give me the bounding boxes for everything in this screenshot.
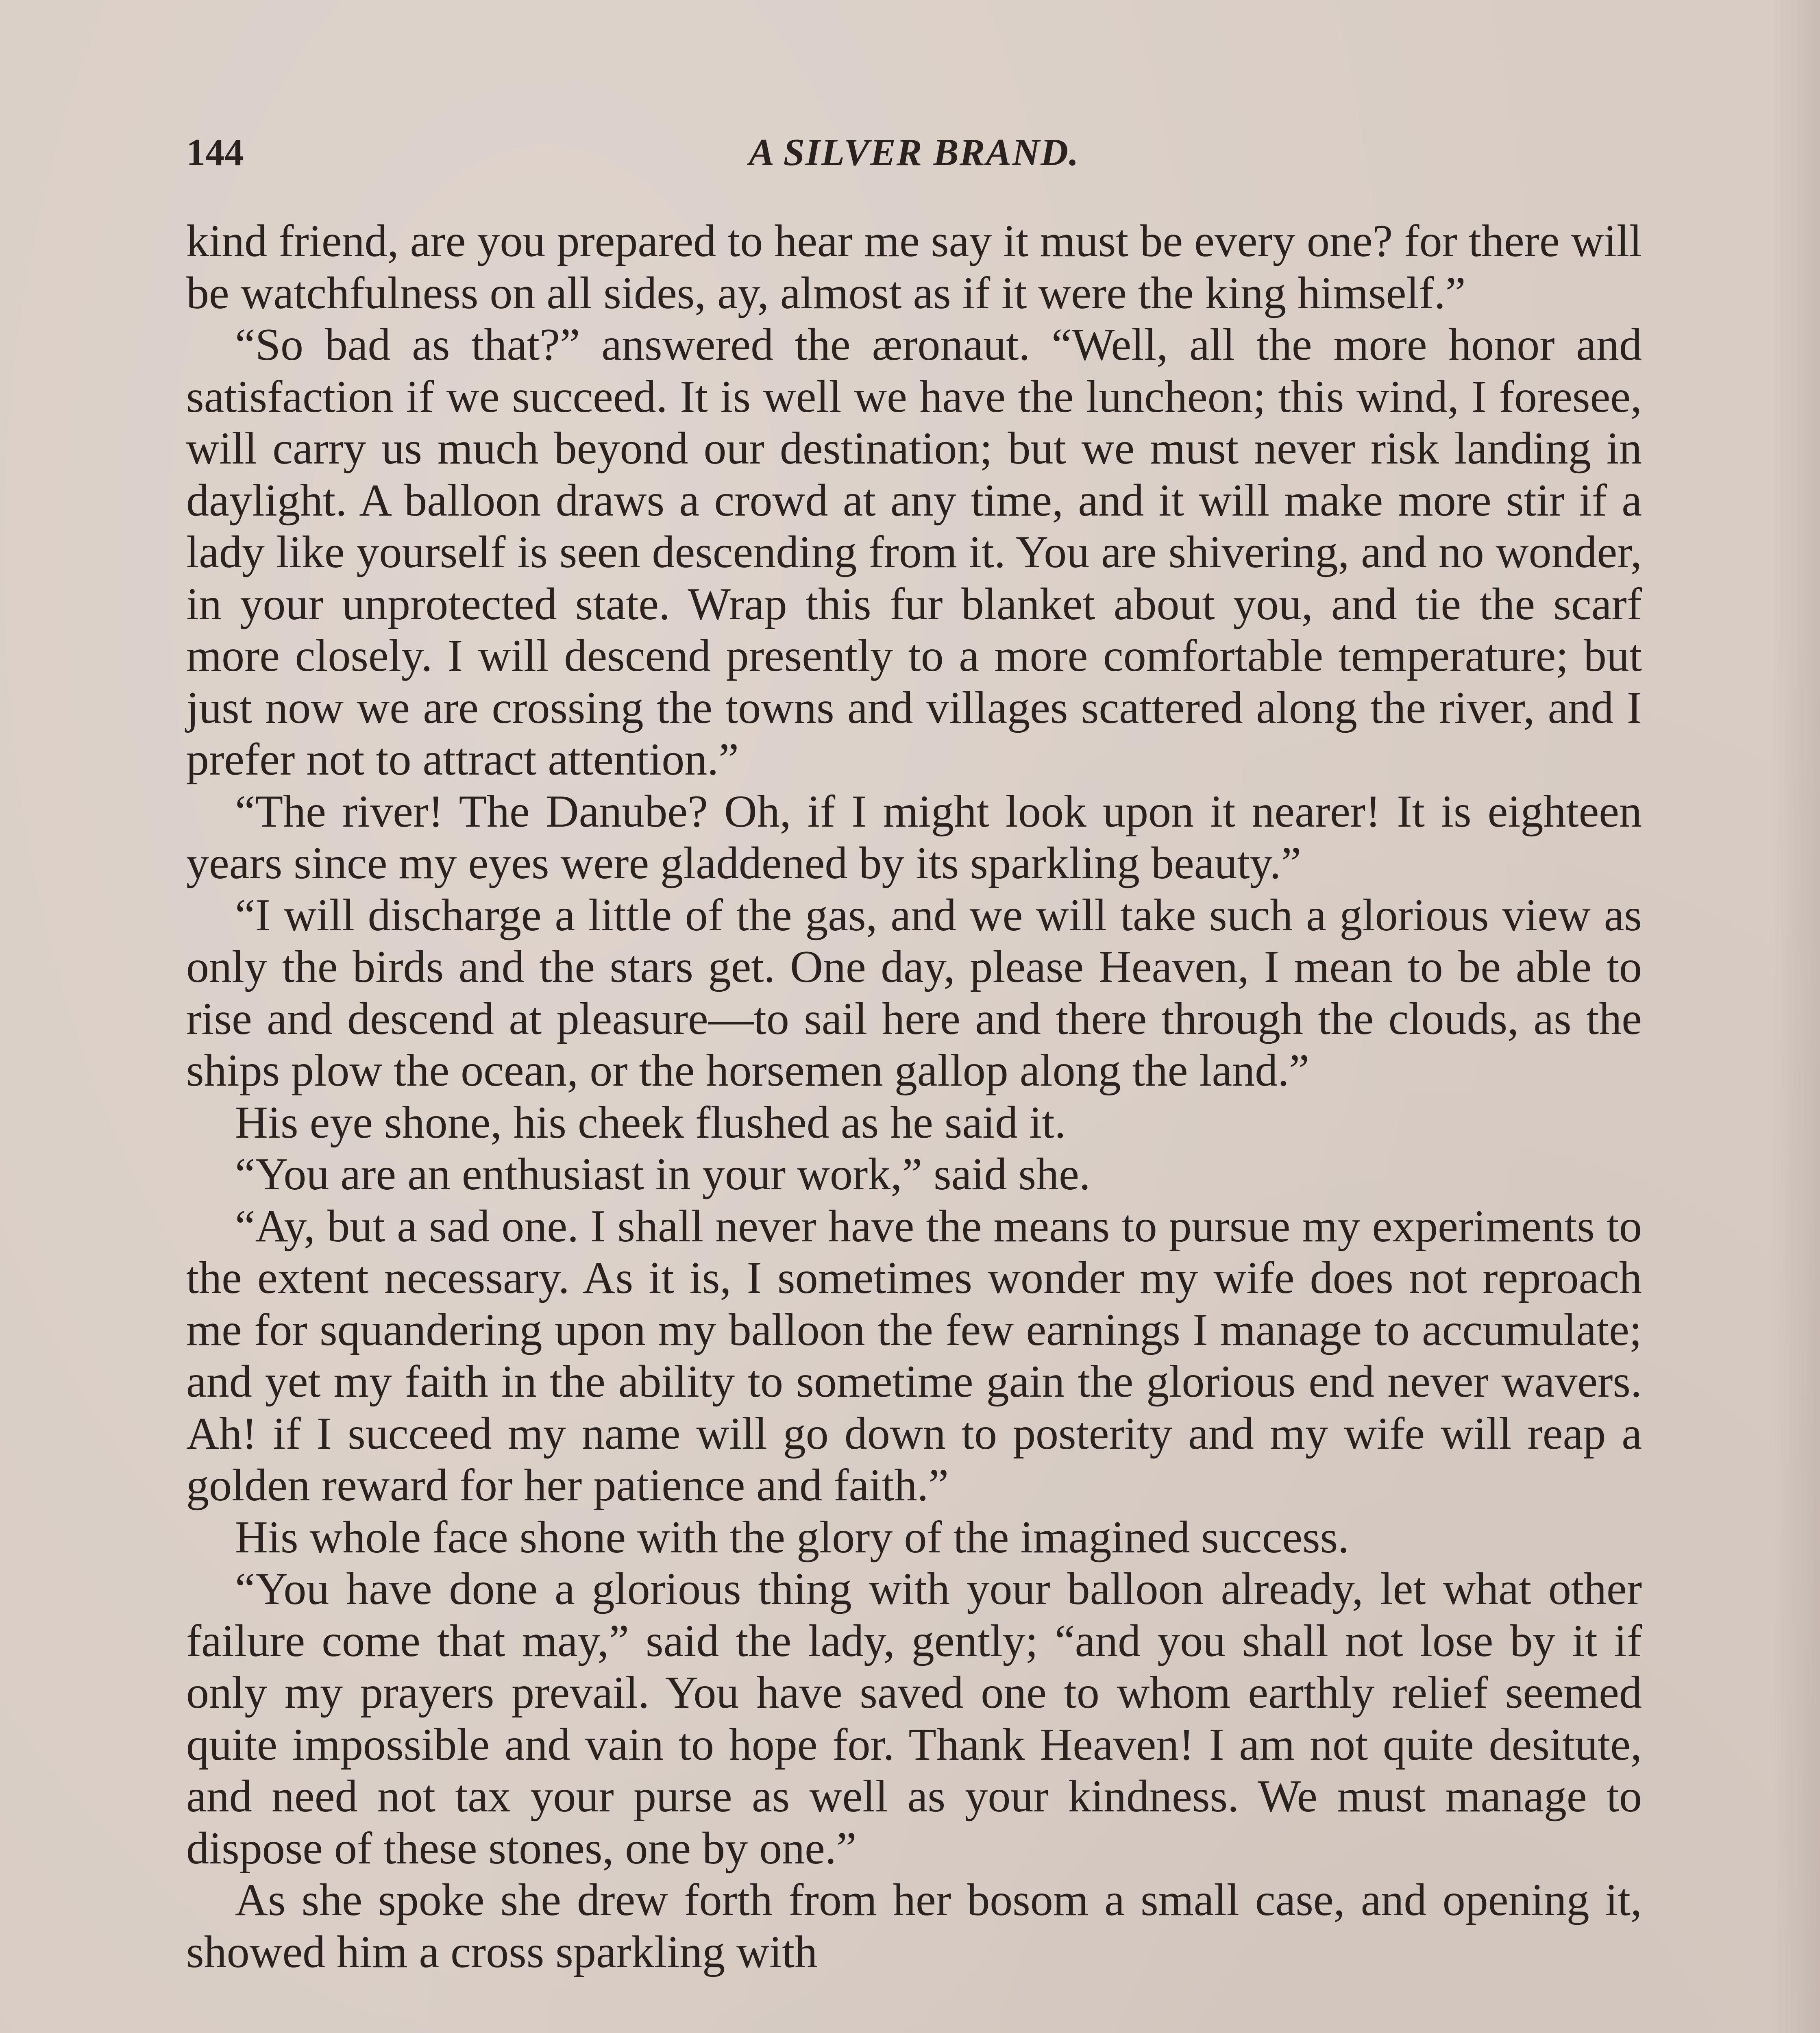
paragraph: “So bad as that?” answered the æronaut. “Well, all the more honor and satisfaction if we succeed. It is well we have the luncheon; this wind, I foresee, will carry us much beyond our destination; but we must never risk landing in daylight. A balloon draws a crowd at any time, and it will make more stir if a lady like yourself is seen descending from it. You are shivering, and no wonder, in your unprotected state. Wrap this fur blanket about you, and tie the scarf more closely. I will descend presently to a more comfortable temperature; but just now we are crossing the towns and villages scattered along the river, and I prefer not to attract attention.” (186, 320, 1642, 785)
page-header (186, 122, 1642, 183)
paragraph: His eye shone, his cheek flushed as he said it. (235, 1097, 1066, 1148)
paragraph: “I will discharge a little of the gas, and we will take such a glorious view as only the birds and the stars get. One day, please Heaven, I mean to be able to rise and descend at pleasure—to sail here and there through the clouds, as the ships plow the ocean, or the horsemen gallop along the land.” (186, 890, 1642, 1096)
running-title: A SILVER BRAND. (749, 131, 1080, 174)
body-text (186, 215, 1642, 1978)
paragraph: kind friend, are you prepared to hear me say it must be every one? for there will be watchfulness on all sides, ay, almost as if it were the king himself.” (186, 216, 1642, 318)
paragraph: “You are an enthusiast in your work,” said she. (235, 1149, 1091, 1199)
paragraph: His whole face shone with the glory of the imagined success. (235, 1512, 1350, 1563)
page-edge-shadow (1771, 0, 1820, 2033)
paragraph: “Ay, but a sad one. I shall never have the means to pursue my experiments to the extent necessary. As it is, I sometimes wonder my wife does not reproach me for squandering upon my balloon the few earnings I manage to accumulate; and yet my faith in the ability to sometime gain the glorious end never wavers. Ah! if I succeed my name will go down to posterity and my wife will reap a golden reward for her patience and faith.” (186, 1201, 1642, 1511)
paragraph: As she spoke she drew forth from her bosom a small case, and opening it, showed him a cross sparkling with (186, 1875, 1642, 1977)
paragraph: “You have done a glorious thing with your balloon already, let what other failure come that may,” said the lady, gently; “and you shall not lose by it if only my prayers prevail. You have saved one to whom earthly relief seemed quite impossible and vain to hope for. Thank Heaven! I am not quite desitute, and need not tax your purse as well as your kindness. We must manage to dispose of these stones, one by one.” (186, 1564, 1642, 1874)
page-number: 144 (186, 131, 244, 174)
paragraph: “The river! The Danube? Oh, if I might look upon it nearer! It is eighteen years since my eyes were gladdened by its sparkling beauty.” (186, 786, 1642, 888)
